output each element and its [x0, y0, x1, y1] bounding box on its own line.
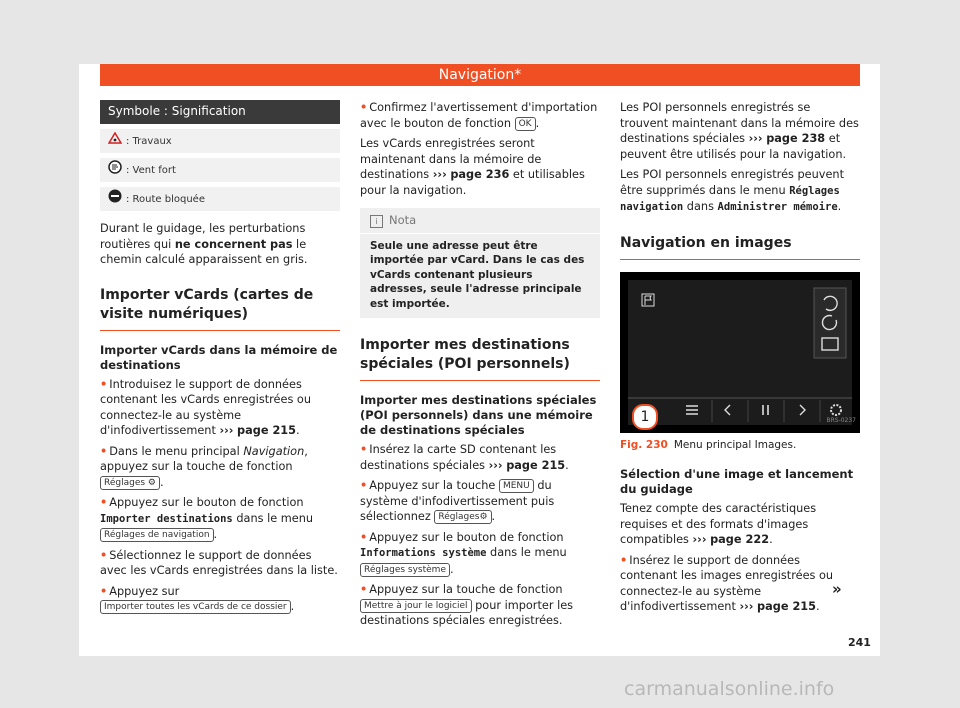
pause-icon: [763, 405, 768, 415]
infotainment-screen-figure: [620, 272, 860, 433]
next-icon: [800, 405, 805, 415]
list-item: • Appuyez sur la touche MENU du système d'infodivertissement puis sélectionnez Réglages⚙ .: [360, 479, 555, 523]
page-link[interactable]: page 215: [506, 458, 566, 472]
page-link[interactable]: page 215: [757, 600, 817, 613]
page-link[interactable]: page 236: [450, 168, 510, 181]
column-right: [620, 100, 860, 620]
subheading: Sélection d'une image et lancement du guidage: [620, 467, 854, 496]
roadworks-icon: [108, 132, 122, 150]
info-icon: i: [370, 215, 383, 228]
column-middle: [360, 100, 600, 634]
list-item: • Appuyez sur la touche de fonction Mettre à jour le logiciel pour importer les destinations spéciales enregistrées.: [360, 583, 574, 627]
page-link[interactable]: page 222: [710, 533, 770, 546]
list-item: • Insérez la carte SD contenant les destinations spéciales ››› page 215.: [360, 443, 569, 472]
table-row: [100, 127, 340, 156]
wind-icon: [108, 160, 122, 180]
list-item: • Appuyez sur le bouton de fonction Importer destinations dans le menu Réglages de navigation .: [100, 496, 314, 541]
menu-key: MENU: [499, 479, 534, 493]
flag-icon: [642, 294, 654, 306]
list-item: • Insérez le support de données contenant les images enregistrées ou connectez-le au système d'infodivertissement ››› page 215.: [620, 553, 834, 613]
list-item: • Appuyez sur le bouton de fonction Informations système dans le menu Réglages système .: [360, 530, 567, 576]
symbol-table-heading: Symbole : Signification: [100, 100, 340, 127]
symbol-label: : Travaux: [126, 136, 172, 147]
paragraph: Les vCards enregistrées seront maintenant dans la mémoire de destinations ››› page 236 et utilisables pour la navigation.: [360, 137, 585, 197]
figure-caption: Fig. 230 Menu principal Images.: [620, 438, 797, 451]
symbol-label: : Vent fort: [126, 165, 176, 176]
subheading: Importer vCards dans la mémoire de destinations: [100, 342, 338, 372]
callout-number: 1: [632, 404, 658, 430]
section-title: Importer vCards (cartes de visite numériques): [100, 286, 340, 331]
list-item: • Confirmez l'avertissement d'importation avec le bouton de fonction OK .: [360, 101, 598, 130]
page-link[interactable]: page 215: [237, 424, 297, 437]
list-icon: [686, 406, 698, 414]
section-title: Navigation en images: [620, 234, 860, 260]
paragraph: Les POI personnels enregistrés peuvent être supprimés dans le menu Réglages navigation dans Administrer mémoire.: [620, 168, 845, 213]
table-row: [100, 156, 340, 185]
symbol-label: : Route bloquée: [126, 194, 205, 205]
road-closed-icon: [108, 189, 122, 209]
list-item: • Dans le menu principal Navigation, appuyez sur la touche de fonction Réglages ⚙ .: [100, 444, 308, 489]
nav-settings-key: Réglages de navigation: [100, 528, 214, 542]
update-software-key: Mettre à jour le logiciel: [360, 599, 472, 613]
page-link[interactable]: page 238: [766, 132, 826, 145]
previous-icon: [725, 405, 730, 415]
paragraph: Tenez compte des caractéristiques requises et des formats d'images compatibles ››› page 222.: [620, 502, 817, 546]
chapter-header: Navigation*: [100, 64, 860, 86]
list-item: • Appuyez sur Importer toutes les vCards de ce dossier .: [100, 584, 295, 613]
continue-marker: »: [832, 580, 842, 598]
list-item: • Sélectionnez le support de données avec les vCards enregistrées dans la liste.: [100, 548, 338, 577]
settings-key: Réglages⚙: [434, 510, 491, 524]
page-number: 241: [848, 636, 871, 649]
settings-key: Réglages ⚙: [100, 476, 160, 490]
paragraph: Les POI personnels enregistrés se trouvent maintenant dans la mémoire des destinations spéciales ››› page 238 et peuvent être utilisés pour la navigation.: [620, 101, 859, 161]
list-item: • Introduisez le support de données contenant les vCards enregistrées ou connectez-le au système d'infodivertissement ››› page 215.: [100, 377, 312, 437]
subheading: Importer mes destinations spéciales (POI personnels) dans une mémoire de destinations spéciales: [360, 393, 597, 437]
symbol-table: [100, 100, 340, 211]
import-all-key: Importer toutes les vCards de ce dossier: [100, 600, 291, 614]
figure-code: BRS-0237: [826, 417, 856, 424]
table-row: [100, 185, 340, 212]
section-title: Importer mes destinations spéciales (POI personnels): [360, 336, 600, 381]
note-box: i Nota Seule une adresse peut être importée par vCard. Dans le cas des vCards contenant plusieurs adresses, seule l'adresse principale est importée.: [360, 208, 600, 318]
system-settings-key: Réglages système: [360, 563, 450, 577]
watermark: carmanualsonline.info: [624, 678, 835, 700]
note-text: Seule une adresse peut être importée par vCard. Dans le cas des vCards contenant plusieurs adresses, seule l'adresse principale est importée.: [370, 239, 585, 310]
ok-key: OK: [515, 117, 536, 131]
column-left: [100, 100, 340, 620]
paragraph: Durant le guidage, les perturbations routières qui ne concernent pas le chemin calculé apparaissent en gris.: [100, 222, 308, 266]
